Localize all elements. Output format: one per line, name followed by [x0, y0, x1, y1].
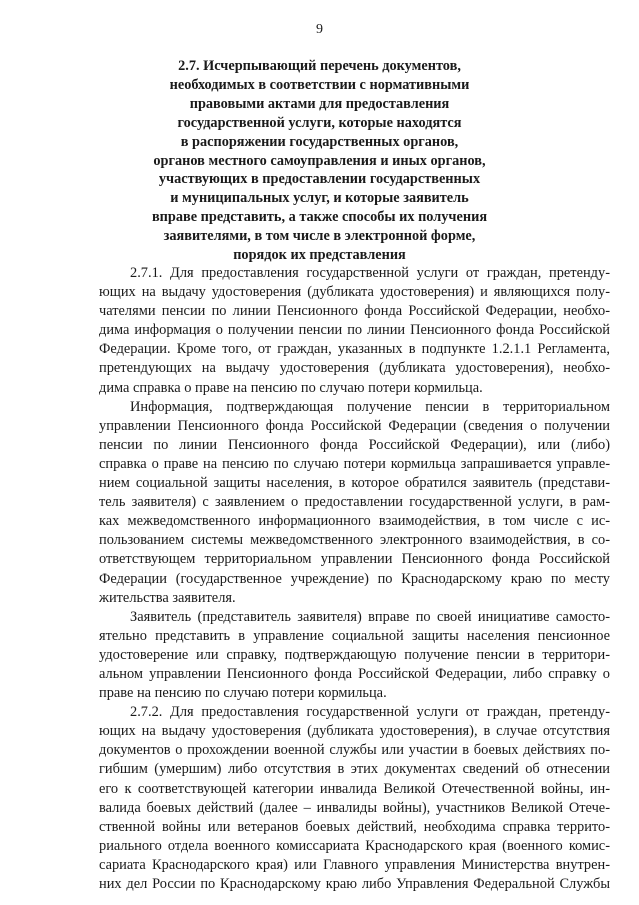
- text-line: сариата Краснодарского края) или Главного управления Министерства внутрен-: [99, 856, 610, 873]
- text-line: дима информация о получении пенсии по линии Пенсионного фонда Российской: [99, 322, 610, 339]
- text-line: альном управлении Пенсионного фонда Российской Федерации, либо справку о: [99, 665, 610, 682]
- text-line: претендующих на выдачу удостоверения (дубликата удостоверения), необхо-: [99, 360, 610, 377]
- paragraph-first-line: Заявитель (представитель заявителя) вправе по своей инициативе самосто-: [130, 608, 610, 625]
- text-line: них дел России по Краснодарскому краю либо Управления Федеральной Службы: [99, 876, 610, 892]
- text-line: чателями пенсии по линии Пенсионного фонда Российской Федерации, необхо-: [99, 303, 610, 320]
- text-line: дима справка о праве на пенсию по случаю потери кормильца.: [99, 379, 483, 396]
- paragraph-first-line: Информация, подтверждающая получение пенсии в территориальном: [130, 398, 610, 415]
- heading-line: в распоряжении государственных органов,: [180, 133, 459, 150]
- text-line: управлении Пенсионного фонда Российской Федерации (сведения о получении: [99, 417, 610, 434]
- text-line: удостоверение или справку, подтверждающую получение пенсии в территори-: [99, 646, 610, 663]
- text-line: документов о прохождении военной службы или участии в боевых действиях по-: [99, 742, 610, 759]
- text-line: праве на пенсию по случаю потери кормильца.: [99, 685, 387, 702]
- text-line: пользованием системы межведомственного электронного взаимодействия, в со-: [99, 532, 610, 549]
- text-line: тель заявителя) с заявлением о предоставлении государственной услуги, в рам-: [99, 494, 610, 511]
- text-line: его к соответствующей категории инвалида Великой Отечественной войны, ин-: [99, 780, 610, 797]
- heading-line: порядок их представления: [233, 247, 406, 264]
- text-line: риального отдела военного комиссариата Краснодарского края (военного комис-: [99, 837, 610, 854]
- heading-line: и муниципальных услуг, и которые заявитель: [170, 190, 469, 207]
- text-line: нием социальной защиты населения, в которое обратился заявитель (представи-: [99, 475, 610, 492]
- text-line: ственной войны или ветеранов боевых действий, необходима справка террито-: [99, 818, 610, 835]
- paragraph-first-line: 2.7.2. Для предоставления государственной услуги от граждан, претенду-: [130, 704, 610, 721]
- text-line: ответствующем территориальном управлении Пенсионного фонда Российской: [99, 551, 610, 568]
- text-line: жительства заявителя.: [99, 589, 236, 606]
- text-line: ющих на выдачу удостоверения (дубликата удостоверения) и являющихся полу-: [99, 284, 610, 301]
- text-line: гибшим (умершим) либо отсутствия в этих документах сведений об отнесении: [99, 761, 610, 778]
- heading-line: участвующих в предоставлении государственных: [158, 171, 481, 188]
- text-line: пенсии по линии Пенсионного фонда Российской Федерации), или (либо): [99, 436, 610, 453]
- heading-line: необходимых в соответствии с нормативными: [169, 76, 470, 93]
- section-heading: [96, 57, 543, 265]
- text-line: валида боевых действий (далее – инвалиды войны), участников Великой Отече-: [99, 799, 610, 816]
- heading-line: правовыми актами для предоставления: [189, 95, 450, 112]
- heading-line: государственной услуги, которые находятся: [177, 114, 462, 131]
- page-number: 9: [316, 22, 323, 37]
- heading-line: заявителями, в том числе в электронной форме,: [163, 228, 476, 245]
- text-line: справка о праве на пенсию по случаю потери кормильца запрашивается управле-: [99, 455, 610, 472]
- text-line: ющих на выдачу удостоверения (дубликата удостоверения), в случае отсутствия: [99, 723, 610, 740]
- heading-line: 2.7. Исчерпывающий перечень документов,: [178, 58, 461, 74]
- heading-line: вправе представить, а также способы их получения: [151, 209, 488, 226]
- text-line: ках межведомственного информационного взаимодействия, в том числе с ис-: [99, 513, 610, 530]
- text-line: ятельно представить в управление социальной защиты населения пенсионное: [99, 627, 610, 644]
- body-text: [99, 264, 610, 894]
- heading-line: органов местного самоуправления и иных органов,: [153, 152, 486, 169]
- text-line: Федерации. Кроме того, от граждан, указанных в подпункте 1.2.1.1 Регламента,: [99, 341, 610, 358]
- text-line: Федерации (государственное учреждение) по Краснодарскому краю по месту: [99, 570, 610, 587]
- paragraph-first-line: 2.7.1. Для предоставления государственной услуги от граждан, претенду-: [130, 265, 610, 281]
